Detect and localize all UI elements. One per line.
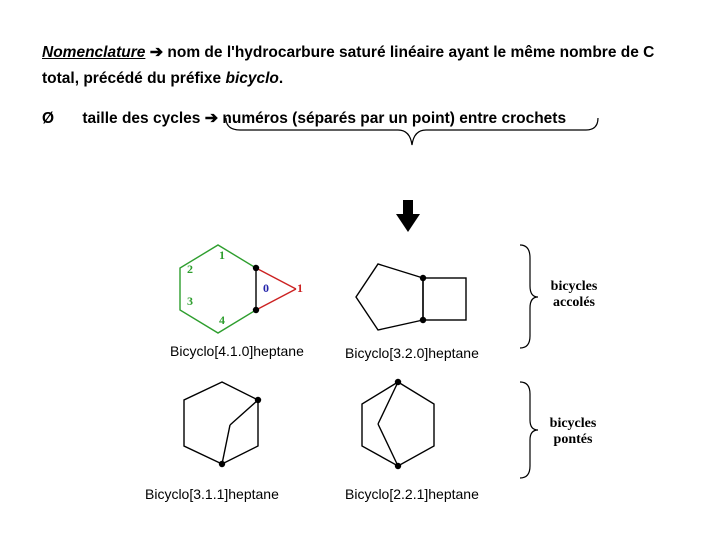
header-line-2-text: total, précédé du préfixe xyxy=(42,70,222,87)
atom-label: 3 xyxy=(187,294,193,308)
caption-bicyclo-410: Bicyclo[4.1.0]heptane xyxy=(170,343,304,359)
arrow-right-icon-2: ➔ xyxy=(204,110,219,127)
molecule-bicyclo-320 xyxy=(356,264,466,330)
arrow-right-icon: ➔ xyxy=(149,44,164,61)
label-fused-bicycles xyxy=(542,279,606,311)
down-arrow-icon xyxy=(396,200,420,232)
vertical-brace-bridged xyxy=(520,382,538,478)
caption-bicyclo-311: Bicyclo[3.1.1]heptane xyxy=(145,486,279,502)
header-line-3-text: taille des cycles xyxy=(82,110,201,127)
bullet-arrow-icon: Ø xyxy=(42,110,55,127)
molecule-bicyclo-410 xyxy=(180,245,303,333)
molecule-bicyclo-221 xyxy=(362,379,434,469)
atom-label: 0 xyxy=(263,281,269,295)
label-bridged-line-1: bicycles xyxy=(549,416,597,431)
label-fused-line-1: bicycles xyxy=(550,279,598,294)
vertical-brace-fused xyxy=(520,245,538,348)
header-line-3-rest: numéros (séparés par un point) entre crochets xyxy=(222,110,567,127)
label-bridged-line-2: pontés xyxy=(553,432,593,447)
caption-bicyclo-320: Bicyclo[3.2.0]heptane xyxy=(345,345,479,361)
header-line-2-end: . xyxy=(278,70,284,87)
label-fused-line-2: accolés xyxy=(553,295,595,310)
caption-bicyclo-221: Bicyclo[2.2.1]heptane xyxy=(345,486,479,502)
header-line-1-text: nom de l'hydrocarbure saturé linéaire ayant le même nombre de C xyxy=(167,44,655,61)
atom-label: 2 xyxy=(187,262,193,276)
horizontal-brace xyxy=(226,118,598,145)
molecule-bicyclo-311 xyxy=(184,382,261,467)
atom-label: 1 xyxy=(297,281,303,295)
label-bridged-bicycles xyxy=(541,416,605,448)
atom-label: 4 xyxy=(219,313,225,327)
nomenclature-term: Nomenclature xyxy=(42,44,146,61)
atom-label: 1 xyxy=(219,248,225,262)
bicyclo-prefix: bicyclo xyxy=(225,70,279,87)
